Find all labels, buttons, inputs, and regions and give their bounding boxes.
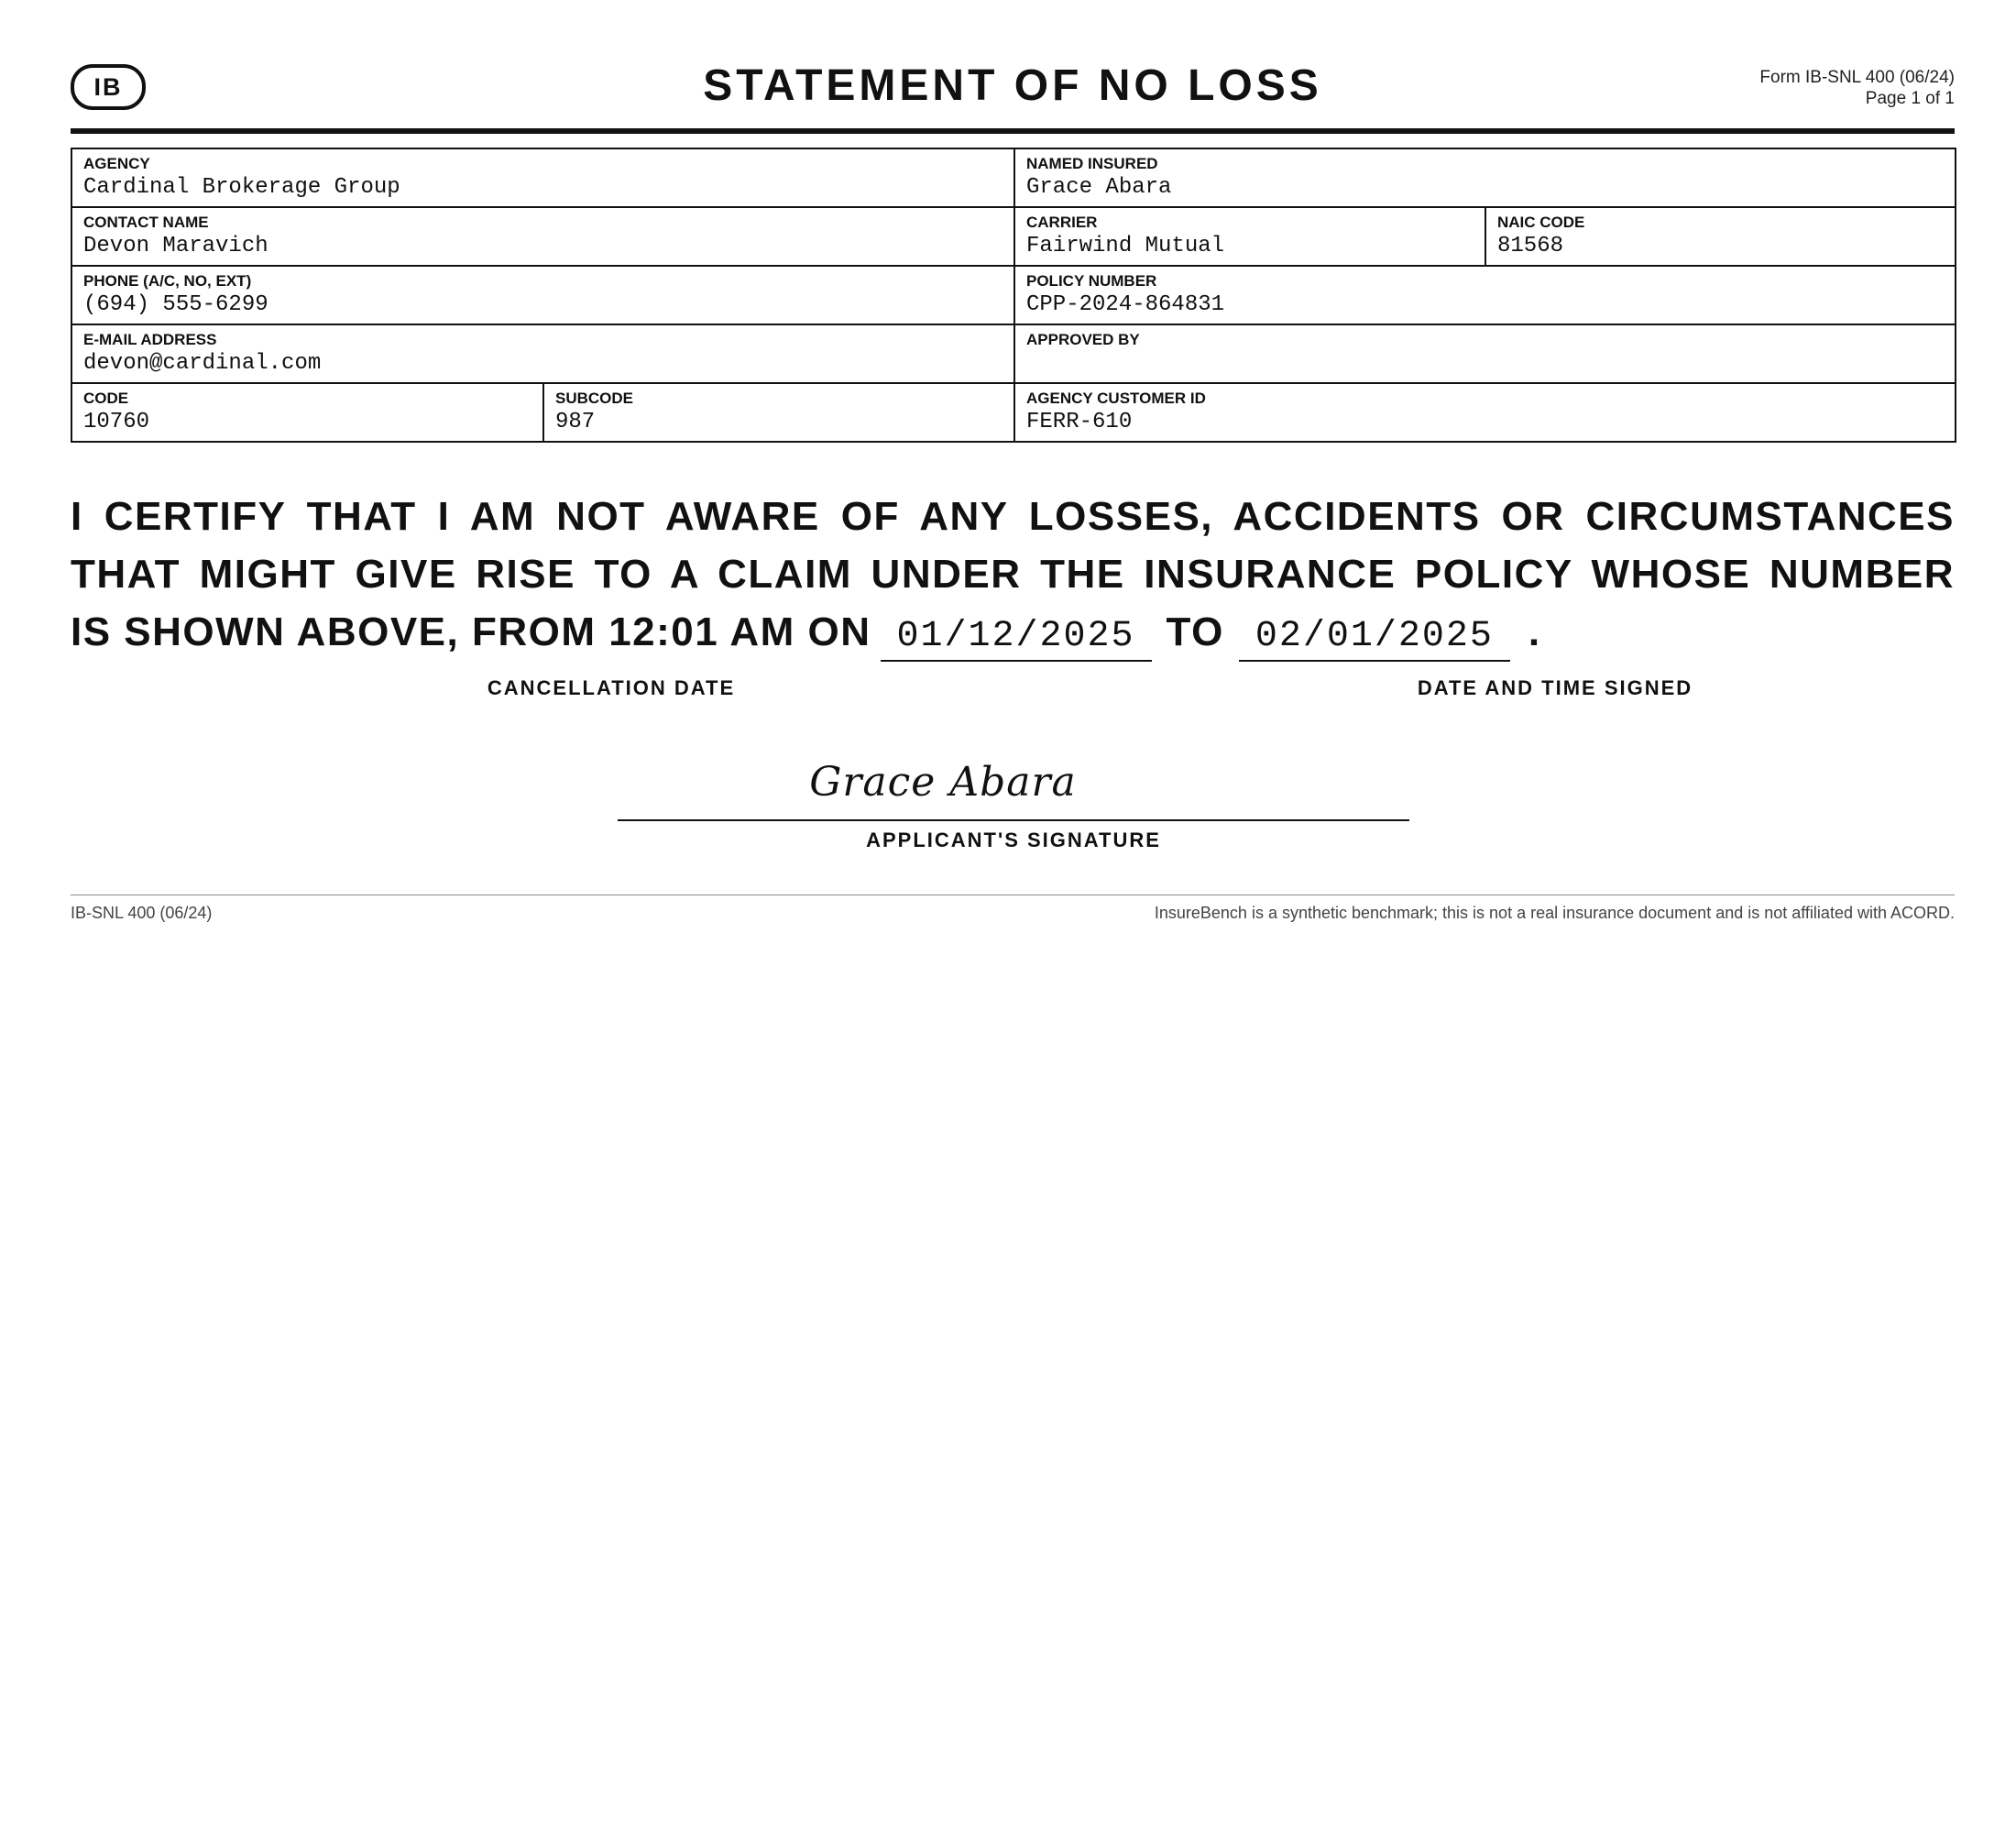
approved-by-label: APPROVED BY xyxy=(1026,331,1140,348)
policy-number-label: POLICY NUMBER xyxy=(1026,272,1157,290)
agency-customer-id-cell[interactable] xyxy=(1014,383,1956,442)
phone-cell[interactable] xyxy=(71,266,1014,324)
naic-code-cell[interactable] xyxy=(1485,207,1956,266)
subcode-value: 987 xyxy=(555,410,596,434)
form-header xyxy=(71,0,1955,134)
certification-line-3-prefix: IS SHOWN ABOVE, FROM 12:01 AM ON xyxy=(71,609,871,654)
subcode-cell[interactable] xyxy=(543,383,1014,442)
naic-code-label: NAIC CODE xyxy=(1497,214,1585,231)
contact-name-label: CONTACT NAME xyxy=(83,214,209,231)
named-insured-cell[interactable] xyxy=(1014,148,1956,207)
carrier-value: Fairwind Mutual xyxy=(1026,234,1225,258)
signature-line xyxy=(618,819,1409,821)
cancellation-date-caption: CANCELLATION DATE xyxy=(487,676,736,699)
subcode-label: SUBCODE xyxy=(555,390,634,407)
phone-label: PHONE (A/C, NO, EXT) xyxy=(83,272,252,290)
certification-line-2: THAT MIGHT GIVE RISE TO A CLAIM UNDER THE INSURANCE POLICY WHOSE NUMBER xyxy=(71,552,1955,597)
code-value: 10760 xyxy=(83,410,150,434)
certification-line-3 xyxy=(71,603,1955,662)
approved-by-cell[interactable] xyxy=(1014,324,1956,383)
contact-name-value: Devon Maravich xyxy=(83,234,268,258)
applicant-signature[interactable]: Grace Abara xyxy=(809,759,1077,806)
named-insured-label: NAMED INSURED xyxy=(1026,155,1158,172)
agency-label: AGENCY xyxy=(83,155,150,172)
code-label: CODE xyxy=(83,390,129,407)
form-number: Form IB-SNL 400 (06/24) xyxy=(1759,68,1955,87)
form-meta xyxy=(1759,67,1955,109)
agency-cell[interactable] xyxy=(71,148,1014,207)
named-insured-value: Grace Abara xyxy=(1026,175,1172,200)
info-table xyxy=(71,148,1956,443)
carrier-label: CARRIER xyxy=(1026,214,1098,231)
contact-name-cell[interactable] xyxy=(71,207,1014,266)
email-value: devon@cardinal.com xyxy=(83,351,322,376)
certification-statement xyxy=(71,488,1955,662)
certification-line-1: I CERTIFY THAT I AM NOT AWARE OF ANY LOSSES, ACCIDENTS OR CIRCUMSTANCES xyxy=(71,494,1955,539)
date-time-signed-caption: DATE AND TIME SIGNED xyxy=(1417,676,1693,699)
agency-customer-id-label: AGENCY CUSTOMER ID xyxy=(1026,390,1206,407)
policy-number-cell[interactable] xyxy=(1014,266,1956,324)
naic-code-value: 81568 xyxy=(1497,234,1564,258)
footer-form-id: IB-SNL 400 (06/24) xyxy=(71,904,213,922)
end-punct: . xyxy=(1528,609,1541,654)
code-cell[interactable] xyxy=(71,383,543,442)
page-indicator: Page 1 of 1 xyxy=(1865,89,1955,108)
email-label: E-MAIL ADDRESS xyxy=(83,331,217,348)
ib-logo: IB xyxy=(71,64,146,110)
agency-customer-id-value: FERR-610 xyxy=(1026,410,1133,434)
cancellation-date-field[interactable]: 01/12/2025 xyxy=(881,614,1152,662)
policy-number-value: CPP-2024-864831 xyxy=(1026,292,1225,317)
to-word: TO xyxy=(1166,609,1224,654)
date-signed-field[interactable]: 02/01/2025 xyxy=(1239,614,1510,662)
document-page xyxy=(71,0,1955,922)
carrier-cell[interactable] xyxy=(1014,207,1485,266)
signature-caption: APPLICANT'S SIGNATURE xyxy=(866,829,1161,851)
email-cell[interactable] xyxy=(71,324,1014,383)
phone-value: (694) 555-6299 xyxy=(83,292,268,317)
form-title: STATEMENT OF NO LOSS xyxy=(703,61,1322,110)
agency-value: Cardinal Brokerage Group xyxy=(83,175,400,200)
footer-disclaimer: InsureBench is a synthetic benchmark; this is not a real insurance document and is not affiliated with ACORD. xyxy=(1154,904,1955,922)
